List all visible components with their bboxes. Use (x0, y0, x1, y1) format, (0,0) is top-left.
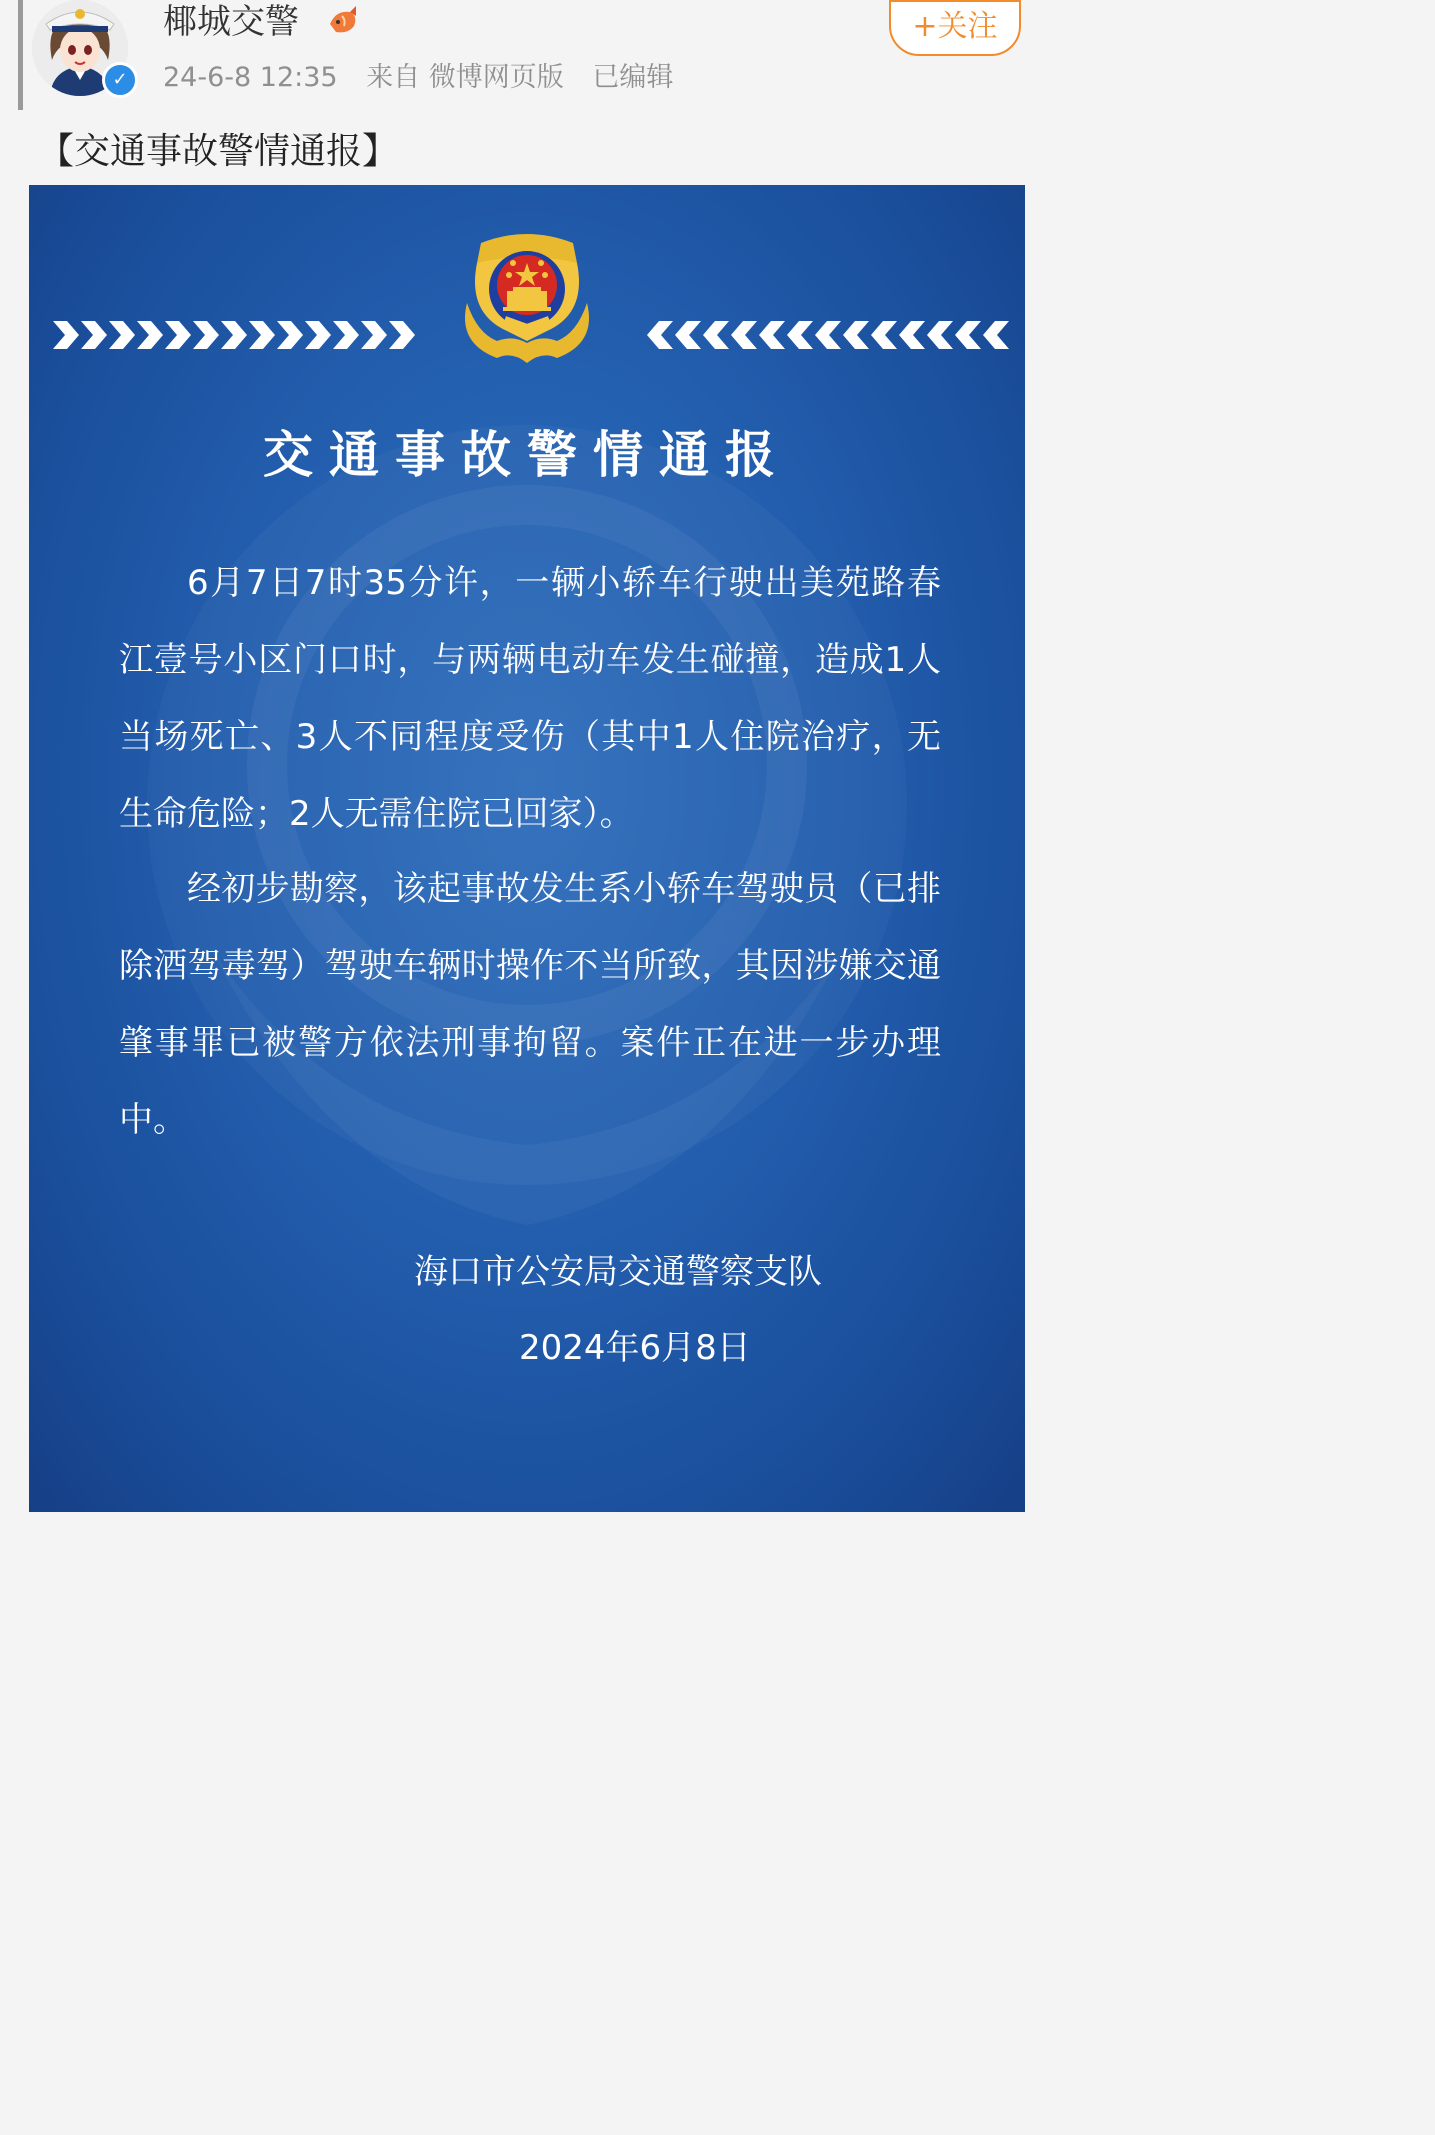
chevron-decoration-right (629, 315, 1009, 355)
post-meta (163, 58, 693, 98)
notice-paragraph-2: 经初步勘察，该起事故发生系小轿车驾驶员（已排除酒驾毒驾）驾驶车辆时操作不当所致，其因涉嫌交通肇事罪已被警方依法刑事拘留。案件正在进一步办理中。 (119, 869, 941, 1140)
notice-date: 2024年6月8日 (519, 1328, 751, 1368)
verified-icon: ✓ (102, 62, 138, 98)
post-source: 来自 微博网页版 (366, 62, 564, 93)
notice-issuer: 海口市公安局交通警察支队 (414, 1252, 822, 1292)
notice-image[interactable] (29, 185, 1025, 1512)
notice-paragraph-1: 6月7日7时35分许，一辆小轿车行驶出美苑路春江壹号小区门口时，与两辆电动车发生碰撞，造成1人当场死亡、3人不同程度受伤（其中1人住院治疗，无生命危险；2人无需住院已回家）。 (119, 563, 941, 834)
post-edited[interactable]: 已编辑 (592, 62, 674, 93)
police-emblem-icon (447, 223, 607, 373)
follow-button[interactable]: +关注 (889, 0, 1021, 56)
post-title: 【交通事故警情通报】 (38, 131, 399, 172)
notice-title: 交通事故警情通报 (263, 425, 791, 484)
username[interactable]: 椰城交警 (163, 2, 299, 42)
post-timestamp[interactable]: 24-6-8 12:35 (163, 62, 338, 93)
chevron-decoration-left (53, 315, 433, 355)
fish-icon (326, 4, 360, 38)
thread-indicator-bar (18, 0, 23, 110)
